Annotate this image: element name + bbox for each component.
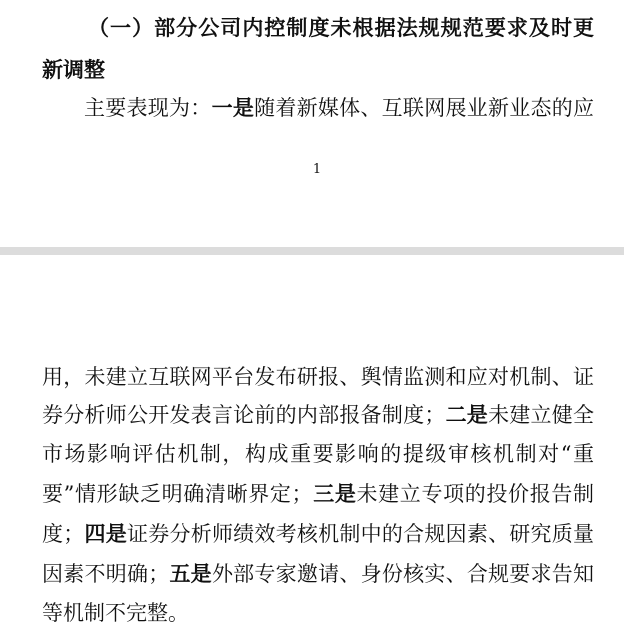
page-separator: [0, 247, 624, 255]
bold-text: 一是: [211, 96, 255, 120]
text: 要”情形缺乏明确清晰界定；: [42, 482, 313, 506]
text: 未建立专项的投价报告制: [356, 482, 594, 506]
page-number: 1: [312, 162, 322, 177]
text: 券分析师公开发表言论前的内部报备制度；: [42, 403, 446, 427]
text: 外部专家邀请、身份核实、合规要求告知: [211, 562, 595, 586]
paragraph-line: 等机制不完整。: [42, 601, 189, 625]
paragraph-line: [84, 96, 594, 120]
paragraph-line: [42, 562, 594, 586]
section-heading: （一）部分公司内控制度未根据法规规范要求及时更: [88, 16, 594, 40]
paragraph-line: 用，未建立互联网平台发布研报、舆情监测和应对机制、证: [42, 365, 594, 389]
bold-text: 二是: [445, 403, 489, 427]
paragraph-line: 市场影响评估机制，构成重要影响的提级审核机制对“重: [42, 442, 594, 466]
text: 证券分析师绩效考核机制中的合规因素、研究质量: [126, 522, 595, 546]
paragraph-line: [42, 403, 594, 427]
text: 随着新媒体、互联网展业新业态的应: [254, 96, 595, 120]
text: 度；: [42, 522, 85, 546]
paragraph-line: [42, 522, 594, 546]
bold-text: 四是: [84, 522, 127, 546]
bold-text: 三是: [312, 482, 357, 506]
section-heading-continued: 新调整: [42, 58, 105, 82]
text: 因素不明确；: [42, 562, 170, 586]
paragraph-line: [42, 482, 594, 506]
text: 主要表现为：: [84, 96, 212, 120]
text: 未建立健全: [488, 403, 595, 427]
bold-text: 五是: [169, 562, 212, 586]
